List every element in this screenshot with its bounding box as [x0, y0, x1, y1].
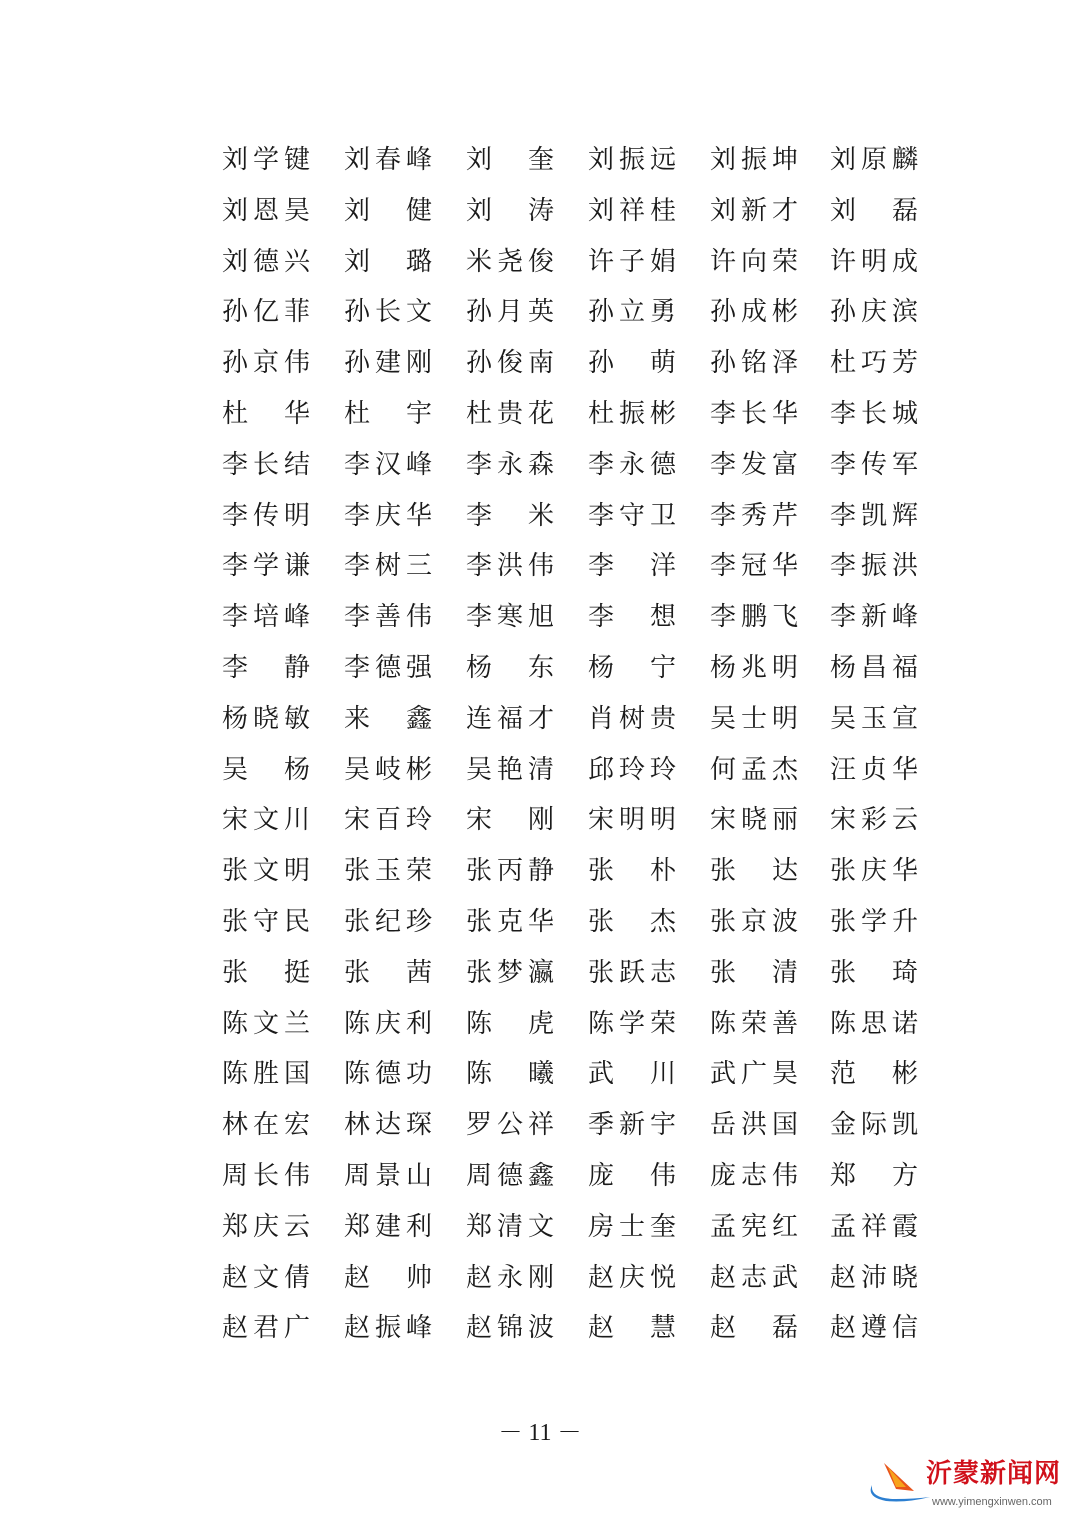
- name-cell: 李想: [588, 602, 676, 633]
- name-cell: 连福才: [466, 703, 554, 734]
- name-cell: 李长华: [710, 399, 798, 429]
- name-cell: 岳洪国: [710, 1110, 798, 1141]
- name-cell: 汪贞华: [830, 754, 918, 785]
- name-cell: 李永德: [588, 449, 676, 480]
- name-cell: 李冠华: [710, 551, 798, 582]
- name-cell: 房士奎: [588, 1211, 676, 1242]
- name-cell: 李传明: [222, 500, 310, 531]
- watermark-logo: [866, 1455, 1076, 1515]
- name-cell: 孙京伟: [222, 348, 310, 379]
- name-cell: 李秀芹: [710, 500, 798, 531]
- name-cell: 李洋: [588, 551, 676, 582]
- name-cell: 陈学荣: [588, 1008, 676, 1039]
- name-cell: 孙萌: [588, 348, 676, 379]
- name-cell: 孟宪红: [710, 1211, 798, 1242]
- name-cell: 刘春峰: [344, 145, 432, 175]
- page-number: － 11 －: [498, 1420, 582, 1446]
- name-row: [222, 140, 922, 180]
- name-cell: 陈德功: [344, 1059, 432, 1090]
- name-cell: 孙立勇: [588, 297, 676, 328]
- name-cell: 陈虎: [466, 1008, 554, 1039]
- name-cell: 宋百玲: [344, 805, 432, 836]
- name-row: [222, 1054, 922, 1094]
- name-cell: 郑方: [830, 1161, 918, 1191]
- name-cell: 陈思诺: [830, 1008, 918, 1039]
- name-row: [222, 445, 922, 485]
- name-cell: 李善伟: [344, 602, 432, 633]
- name-cell: 吴杨: [222, 754, 310, 785]
- name-cell: 陈胜国: [222, 1059, 310, 1090]
- name-row: [222, 800, 922, 840]
- name-cell: 刘新才: [710, 195, 798, 226]
- name-cell: 杨东: [466, 653, 554, 683]
- name-cell: 刘祥桂: [588, 195, 676, 226]
- name-row: [222, 1004, 922, 1044]
- name-cell: 张京波: [710, 907, 798, 937]
- name-row: [222, 851, 922, 891]
- name-row: [222, 902, 922, 942]
- name-cell: 李学谦: [222, 551, 310, 582]
- name-cell: 吴士明: [710, 703, 798, 734]
- name-cell: 张挺: [222, 957, 310, 988]
- name-cell: 武川: [588, 1059, 676, 1090]
- name-cell: 张朴: [588, 856, 676, 887]
- name-cell: 孙亿菲: [222, 297, 310, 328]
- name-cell: 来鑫: [344, 703, 432, 734]
- name-cell: 孙铭泽: [710, 348, 798, 379]
- name-cell: 赵庆悦: [588, 1262, 676, 1293]
- name-cell: 范彬: [830, 1059, 918, 1090]
- sail-logo-icon: [866, 1459, 930, 1509]
- name-row: [222, 394, 922, 434]
- name-cell: 杜华: [222, 399, 310, 429]
- name-cell: 郑建利: [344, 1211, 432, 1242]
- name-cell: 李米: [466, 500, 554, 531]
- name-cell: 张跃志: [588, 957, 676, 988]
- name-cell: 李洪伟: [466, 551, 554, 582]
- name-row: [222, 953, 922, 993]
- name-cell: 刘原麟: [830, 145, 918, 175]
- name-cell: 李守卫: [588, 500, 676, 531]
- name-cell: 张清: [710, 957, 798, 988]
- name-cell: 李传军: [830, 449, 918, 480]
- name-cell: 张琦: [830, 957, 918, 988]
- name-cell: 吴艳清: [466, 754, 554, 785]
- name-cell: 刘健: [344, 195, 432, 226]
- name-cell: 孙庆滨: [830, 297, 918, 328]
- name-cell: 周德鑫: [466, 1161, 554, 1191]
- name-cell: 李静: [222, 653, 310, 683]
- name-cell: 刘涛: [466, 195, 554, 226]
- name-cell: 吴玉宣: [830, 703, 918, 734]
- name-cell: 杨兆明: [710, 653, 798, 683]
- name-cell: 邱玲玲: [588, 754, 676, 785]
- name-cell: 张达: [710, 856, 798, 887]
- name-row: [222, 1207, 922, 1247]
- name-cell: 季新宇: [588, 1110, 676, 1141]
- name-cell: 刘德兴: [222, 246, 310, 277]
- name-cell: 郑清文: [466, 1211, 554, 1242]
- name-cell: 金际凯: [830, 1110, 918, 1141]
- name-cell: 李长城: [830, 399, 918, 429]
- name-row: [222, 1156, 922, 1196]
- name-cell: 宋文川: [222, 805, 310, 836]
- name-cell: 刘振远: [588, 145, 676, 175]
- watermark-url: www.yimengxinwen.com: [932, 1496, 1052, 1508]
- name-cell: 杨昌福: [830, 653, 918, 683]
- name-cell: 张玉荣: [344, 856, 432, 887]
- name-cell: 赵志武: [710, 1262, 798, 1293]
- name-cell: 赵文倩: [222, 1262, 310, 1293]
- name-cell: 刘恩昊: [222, 195, 310, 226]
- name-cell: 孙长文: [344, 297, 432, 328]
- name-cell: 庞伟: [588, 1161, 676, 1191]
- name-cell: 李凯辉: [830, 500, 918, 531]
- name-cell: 宋刚: [466, 805, 554, 836]
- name-cell: 刘奎: [466, 145, 554, 175]
- name-cell: 刘璐: [344, 246, 432, 277]
- name-cell: 杜巧芳: [830, 348, 918, 379]
- name-cell: 赵锦波: [466, 1313, 554, 1344]
- name-cell: 宋明明: [588, 805, 676, 836]
- name-cell: 陈曦: [466, 1059, 554, 1090]
- name-cell: 刘磊: [830, 195, 918, 226]
- name-cell: 李培峰: [222, 602, 310, 633]
- name-cell: 孙建刚: [344, 348, 432, 379]
- name-cell: 张梦瀛: [466, 957, 554, 988]
- name-cell: 杜振彬: [588, 399, 676, 429]
- name-cell: 张克华: [466, 907, 554, 937]
- name-cell: 周景山: [344, 1161, 432, 1191]
- name-row: [222, 1308, 922, 1348]
- name-cell: 陈文兰: [222, 1008, 310, 1039]
- name-cell: 孙成彬: [710, 297, 798, 328]
- name-cell: 张茜: [344, 957, 432, 988]
- name-cell: 张纪珍: [344, 907, 432, 937]
- name-cell: 许子娟: [588, 246, 676, 277]
- name-cell: 张文明: [222, 856, 310, 887]
- name-cell: 张丙静: [466, 856, 554, 887]
- name-cell: 李鹏飞: [710, 602, 798, 633]
- name-row: [222, 292, 922, 332]
- name-cell: 李树三: [344, 551, 432, 582]
- name-cell: 陈庆利: [344, 1008, 432, 1039]
- name-cell: 李寒旭: [466, 602, 554, 633]
- name-cell: 李德强: [344, 653, 432, 683]
- name-cell: 李新峰: [830, 602, 918, 633]
- name-cell: 杨晓敏: [222, 703, 310, 734]
- name-cell: 庞志伟: [710, 1161, 798, 1191]
- name-cell: 武广昊: [710, 1059, 798, 1090]
- name-row: [222, 496, 922, 536]
- name-cell: 许明成: [830, 246, 918, 277]
- name-row: [222, 699, 922, 739]
- name-cell: 李庆华: [344, 500, 432, 531]
- name-cell: 张庆华: [830, 856, 918, 887]
- name-cell: 李振洪: [830, 551, 918, 582]
- name-cell: 张守民: [222, 907, 310, 937]
- name-row: [222, 191, 922, 231]
- name-row: [222, 1105, 922, 1145]
- name-cell: 孙月英: [466, 297, 554, 328]
- watermark-name: 沂蒙新闻网: [926, 1459, 1062, 1489]
- name-cell: 孙俊南: [466, 348, 554, 379]
- name-cell: 赵帅: [344, 1262, 432, 1293]
- name-cell: 赵君广: [222, 1313, 310, 1344]
- name-cell: 米尧俊: [466, 246, 554, 277]
- name-cell: 孟祥霞: [830, 1211, 918, 1242]
- name-cell: 宋晓丽: [710, 805, 798, 836]
- name-cell: 杨宁: [588, 653, 676, 683]
- name-row: [222, 1258, 922, 1298]
- name-cell: 许向荣: [710, 246, 798, 277]
- name-row: [222, 242, 922, 282]
- name-row: [222, 750, 922, 790]
- name-cell: 赵沛晓: [830, 1262, 918, 1293]
- name-row: [222, 546, 922, 586]
- name-cell: 肖树贵: [588, 703, 676, 734]
- name-cell: 杜宇: [344, 399, 432, 429]
- name-cell: 李长结: [222, 449, 310, 480]
- name-cell: 陈荣善: [710, 1008, 798, 1039]
- name-cell: 张学升: [830, 907, 918, 937]
- name-cell: 周长伟: [222, 1161, 310, 1191]
- name-cell: 吴岐彬: [344, 754, 432, 785]
- name-cell: 何孟杰: [710, 754, 798, 785]
- name-cell: 刘振坤: [710, 145, 798, 175]
- name-row: [222, 343, 922, 383]
- name-cell: 李汉峰: [344, 449, 432, 480]
- name-cell: 郑庆云: [222, 1211, 310, 1242]
- name-cell: 刘学键: [222, 145, 310, 175]
- name-cell: 赵永刚: [466, 1262, 554, 1293]
- name-cell: 杜贵花: [466, 399, 554, 429]
- name-cell: 林在宏: [222, 1110, 310, 1141]
- name-cell: 赵振峰: [344, 1313, 432, 1344]
- name-cell: 赵慧: [588, 1313, 676, 1344]
- name-cell: 罗公祥: [466, 1110, 554, 1141]
- name-cell: 李发富: [710, 449, 798, 480]
- name-row: [222, 597, 922, 637]
- name-cell: 李永森: [466, 449, 554, 480]
- name-cell: 宋彩云: [830, 805, 918, 836]
- name-row: [222, 648, 922, 688]
- name-cell: 林达琛: [344, 1110, 432, 1141]
- name-cell: 张杰: [588, 907, 676, 937]
- name-cell: 赵磊: [710, 1313, 798, 1344]
- name-cell: 赵遵信: [830, 1313, 918, 1344]
